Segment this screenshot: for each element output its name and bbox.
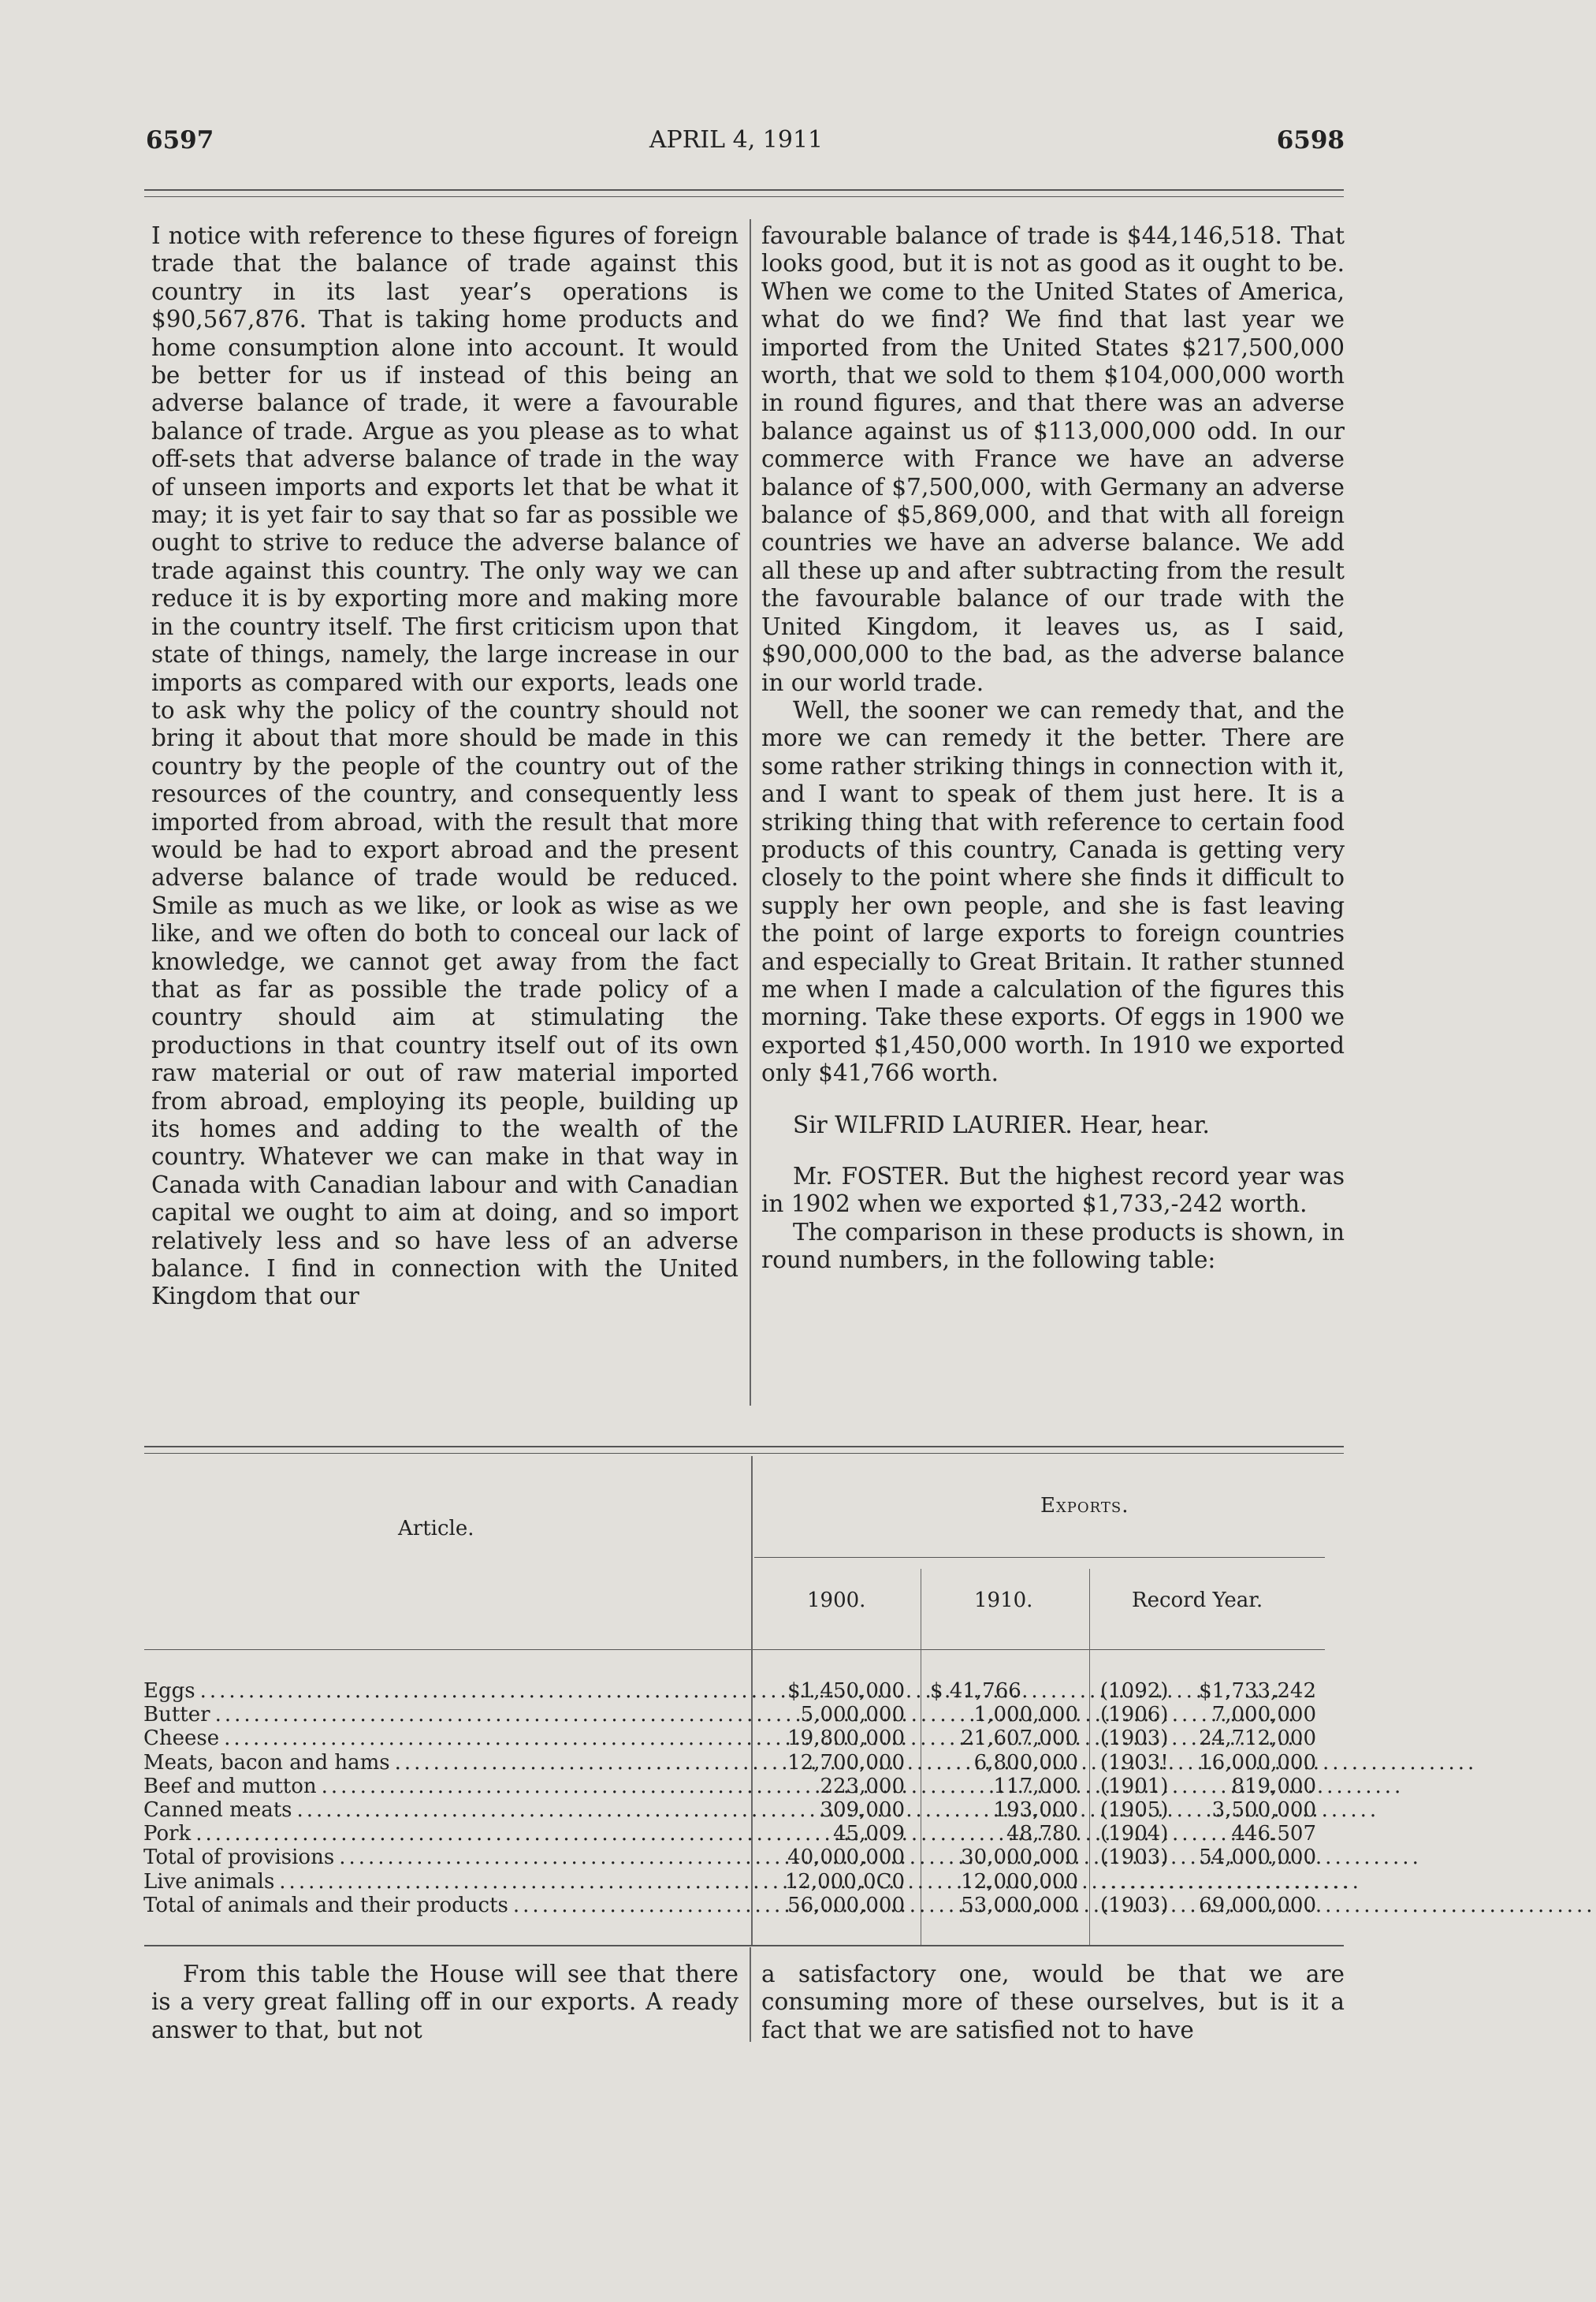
- table-cell-1910: 1,000,000: [973, 1703, 1078, 1727]
- table-cell-1910: [930, 1679, 1078, 1703]
- table-row: Total of animals and their products .....: [143, 1894, 744, 1917]
- right-column: [761, 222, 1345, 1275]
- table-cell-1900: 56,000,000: [787, 1893, 905, 1917]
- left-paragraph: I notice with reference to these figures of foreign trade that the balance of trade against this country in its last year’s operations is $90,567,876. That is taking home products and home consumption alone into account. It would be better for us if instead of this being an adverse balance of trade, it were a favourable balance of trade. Argue as you please as to what off-sets that adverse balance of trade in the way of unseen imports and exports let that be what it may; it is yet fair to say that so far as possible we ought to strive to reduce the adverse balance of trade against this country. The only way we can reduce it is by exporting more and making more in the country itself. The first criticism upon that state of things, namely, the large increase in our imports as compared with our exports, leads one to ask why the policy of the country should not bring it about that more should be made in this country by the people of the country out of the resources of the country, and consequently less imported from abroad, with the result that more would be had to export abroad and the present adverse balance of trade would be reduced. Smile as much as we like, or look as wise as we like, and we often do both to conceal our lack of knowledge, we cannot get away from the fact that as far as possible the trade policy of a country should aim at stimulating the productions in that country itself out of its own raw material or out of raw material imported from abroad, employing its people, building up its homes and adding to the wealth of the country. Whatever we can make in that way in Canada with Canadian labour and with Canadian capital we ought to aim at doing, and so import relatively less and so have less of an adverse balance. I find in connection with the United Kingdom that our: [151, 222, 738, 1310]
- column-divider: [750, 219, 751, 1406]
- right-paragraph-1: favourable balance of trade is $44,146,518. That looks good, but it is not as good as it ought to be. When we come to the United States of America, what do we find? We find that last year we imported from the United States $217,500,000 worth, that we sold to them $104,000,000 worth in round figures, and that there was an adverse balance against us of $113,000,000 odd. In our commerce with France we have an adverse balance of $7,500,000, with Germany an adverse balance of $5,869,000, and that with all foreign countries we have an adverse balance. We add all these up and after subtracting from the result the favourable balance of our trade with the United Kingdom, it leaves us, as I said, $90,000,000 to the bad, as the adverse balance in our world trade.: [761, 222, 1345, 696]
- speaker-foster: Mr. FOSTER. But the highest record year was in 1902 when we exported $1,733,-242 worth.: [761, 1163, 1345, 1218]
- table-header-rule: [144, 1649, 1325, 1650]
- table-header-record: Record Year.: [1132, 1589, 1263, 1612]
- table-cell-1910: 12,000,000: [961, 1869, 1078, 1894]
- page-date: APRIL 4, 1911: [649, 126, 824, 154]
- table-record-column: [1100, 1679, 1352, 1917]
- table-header-1900: 1900.: [807, 1589, 866, 1612]
- speaker-laurier: Sir WILFRID LAURIER. Hear, hear.: [793, 1111, 1210, 1138]
- table-cell-record: (1901) 819,000: [1100, 1774, 1316, 1798]
- table-row: Butter .....: [143, 1703, 744, 1726]
- table-row: Pork .....: [143, 1822, 744, 1846]
- table-cell-1910-value: $ 41,766: [930, 1679, 1021, 1703]
- table-rule-bottom: [144, 1945, 1344, 1946]
- table-cell-1900: 45,009: [833, 1822, 905, 1846]
- table-cell-record: (1903) 24,712,000: [1100, 1726, 1316, 1751]
- table-cell-1900: 19,800,000: [787, 1726, 905, 1751]
- table-rule-top-2: [144, 1453, 1344, 1454]
- table-cell-1900: 223,000: [820, 1774, 905, 1798]
- table-row: Eggs .....: [143, 1679, 744, 1703]
- table-cell-record: (1905) 3,500,000: [1100, 1797, 1316, 1822]
- right-page-number: 6598: [1276, 126, 1345, 155]
- table-row: Canned meats .....: [143, 1798, 744, 1822]
- table-cell-1910: 117,000: [993, 1774, 1078, 1798]
- table-cell-1900: 40,000,000: [787, 1846, 905, 1870]
- table-1910-column: [930, 1679, 1078, 1917]
- bottom-right-paragraph: a satisfactory one, would be that we are consuming more of these ourselves, but is it a fact that we are satisfied not to have: [761, 1961, 1345, 2043]
- table-cell-1910: 53,000,000: [961, 1893, 1078, 1917]
- bottom-left-paragraph: From this table the House will see that there is a very great falling off in our exports. A ready answer to that, but not: [151, 1961, 738, 2043]
- table-cell-1910: 6,800,000: [973, 1750, 1078, 1775]
- table-cell-record: (1906) 7,000,000: [1100, 1703, 1316, 1727]
- left-page-number: 6597: [146, 126, 214, 155]
- table-rule-top: [144, 1446, 1344, 1447]
- table-cell-record: (1903) 54,000,000: [1100, 1846, 1316, 1870]
- table-row: Total of provisions .....: [143, 1846, 744, 1869]
- table-row: Beef and mutton .....: [143, 1775, 744, 1798]
- exports-rule: [754, 1557, 1325, 1558]
- table-cell-record: (1904) 446.507: [1100, 1822, 1316, 1846]
- left-column: [151, 222, 738, 1311]
- table-cell-record: (1092) $1,733,242: [1100, 1679, 1316, 1703]
- table-cell-1900: 5,000,000: [800, 1703, 905, 1727]
- table-row: Meats, bacon and hams .....: [143, 1751, 744, 1775]
- table-cell-1900: 12,700,000: [787, 1750, 905, 1775]
- table-cell-1910: 193,000: [993, 1797, 1078, 1822]
- table-header-article: Article.: [398, 1517, 474, 1540]
- right-paragraph-table-intro: The comparison in these products is shown, in round numbers, in the following table:: [761, 1218, 1345, 1274]
- header-rule-top: [144, 189, 1344, 191]
- bottom-column-divider: [750, 1947, 751, 2042]
- table-cell-1900: $1,450,000: [787, 1679, 905, 1703]
- table-header-exports: Exports.: [1040, 1494, 1129, 1518]
- table-cell-record: (1903! 16,000,000: [1100, 1750, 1316, 1775]
- header-rule-bottom: [144, 196, 1344, 197]
- table-header-1910: 1910.: [974, 1589, 1033, 1612]
- table-1900-column: [766, 1679, 905, 1917]
- table-cell-1910: 30,000,000: [961, 1846, 1078, 1870]
- right-paragraph-2: Well, the sooner we can remedy that, and the more we can remedy it the better. There are some rather striking things in connection with it, and I want to speak of them just here. It is a striking thing that with reference to certain food products of this country, Canada is getting very closely to the point where she finds it difficult to supply her own people, and she is fast leaving the point of large exports to foreign countries and especially to Great Britain. It rather stunned me when I made a calculation of the figures this morning. Take these exports. Of eggs in 1900 we exported $1,450,000 worth. In 1910 we exported only $41,766 worth.: [761, 696, 1345, 1087]
- table-cell-1910: 48,780: [1006, 1822, 1078, 1846]
- table-cell-1900: 309,000: [820, 1797, 905, 1822]
- table-article-column: [143, 1679, 744, 1917]
- table-cell-1910: 21,607,000: [961, 1726, 1078, 1751]
- table-row: Cheese .....: [143, 1726, 744, 1750]
- table-row: Live animals .....: [143, 1870, 744, 1894]
- table-cell-1900: 12,000,0C0: [784, 1869, 905, 1894]
- table-cell-record-dots: ..........................: [1100, 1869, 1352, 1894]
- table-cell-record: (1903) 69,000,000: [1100, 1893, 1316, 1917]
